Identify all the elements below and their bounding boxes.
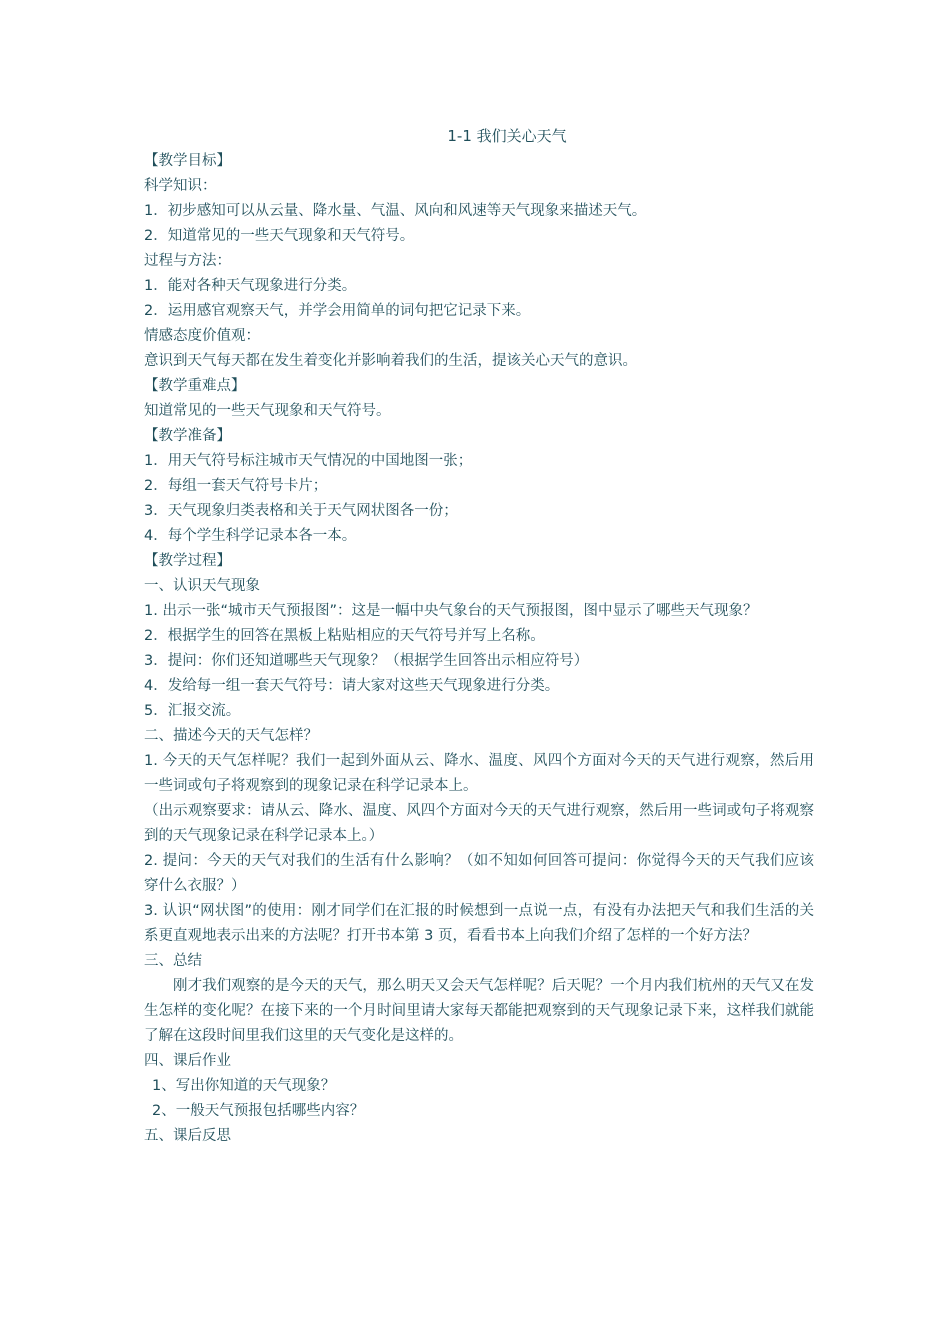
paragraph: 知道常见的一些天气现象和天气符号。 (144, 403, 391, 419)
section-heading: 一、认识天气现象 (144, 578, 260, 594)
list-item: 4．发给每一组一套天气符号：请大家对这些天气现象进行分类。 (144, 678, 560, 694)
list-item: 1、写出你知道的天气现象？ (152, 1078, 336, 1094)
list-item: 2．每组一套天气符号卡片； (144, 478, 328, 494)
section-heading: 二、描述今天的天气怎样？ (144, 728, 318, 744)
list-item: 2. 提问：今天的天气对我们的生活有什么影响？（如不知如何回答可提问：你觉得今天的天气我们应该穿什么衣服？） (144, 853, 814, 894)
subheading-knowledge: 科学知识： (144, 178, 217, 194)
paragraph: 刚才我们观察的是今天的天气，那么明天又会天气怎样呢？后天呢？一个月内我们杭州的天气又在发生怎样的变化呢？在接下来的一个月时间里请大家每天都能把观察到的天气现象记录下来，这样我们就能了解在这段时间里我们这里的天气变化是这样的。 (144, 978, 814, 1044)
section-heading: 三、总结 (144, 953, 202, 969)
list-item: 3．提问：你们还知道哪些天气现象？（根据学生回答出示相应符号） (144, 653, 589, 669)
list-item: 1. 今天的天气怎样呢？我们一起到外面从云、降水、温度、风四个方面对今天的天气进行观察，然后用一些词或句子将观察到的现象记录在科学记录本上。 (144, 753, 814, 794)
heading-teaching-process: 【教学过程】 (144, 553, 231, 569)
list-item: 1．初步感知可以从云量、降水量、气温、风向和风速等天气现象来描述天气。 (144, 203, 647, 219)
subheading-values: 情感态度价值观： (144, 328, 260, 344)
subheading-process: 过程与方法： (144, 253, 231, 269)
heading-teaching-goals: 【教学目标】 (144, 153, 231, 169)
heading-preparation: 【教学准备】 (144, 428, 231, 444)
list-item: 1．能对各种天气现象进行分类。 (144, 278, 357, 294)
paragraph: （出示观察要求：请从云、降水、温度、风四个方面对今天的天气进行观察，然后用一些词或句子将观察到的天气现象记录在科学记录本上。） (144, 803, 814, 844)
list-item: 2、一般天气预报包括哪些内容？ (152, 1103, 365, 1119)
list-item: 2．运用感官观察天气，并学会用简单的词句把它记录下来。 (144, 303, 531, 319)
section-heading: 四、课后作业 (144, 1053, 231, 1069)
list-item: 2．知道常见的一些天气现象和天气符号。 (144, 228, 415, 244)
document-title: 1-1 我们关心天气 (447, 127, 567, 145)
list-item: 4．每个学生科学记录本各一本。 (144, 528, 357, 544)
list-item: 1. 出示一张“城市天气预报图”：这是一幅中央气象台的天气预报图，图中显示了哪些天气现象？ (144, 603, 758, 619)
section-heading: 五、课后反思 (144, 1128, 231, 1144)
list-item: 3．天气现象归类表格和关于天气网状图各一份； (144, 503, 458, 519)
paragraph: 意识到天气每天都在发生着变化并影响着我们的生活，提该关心天气的意识。 (144, 353, 637, 369)
list-item: 1．用天气符号标注城市天气情况的中国地图一张； (144, 453, 473, 469)
heading-key-points: 【教学重难点】 (144, 378, 246, 394)
document-page (144, 124, 814, 1149)
list-item: 3. 认识“网状图”的使用：刚才同学们在汇报的时候想到一点说一点，有没有办法把天气和我们生活的关系更直观地表示出来的方法呢？打开书本第 3 页，看看书本上向我们介绍了怎样的一个好方法？ (144, 903, 814, 944)
list-item: 2．根据学生的回答在黑板上粘贴相应的天气符号并写上名称。 (144, 628, 545, 644)
list-item: 5．汇报交流。 (144, 703, 241, 719)
